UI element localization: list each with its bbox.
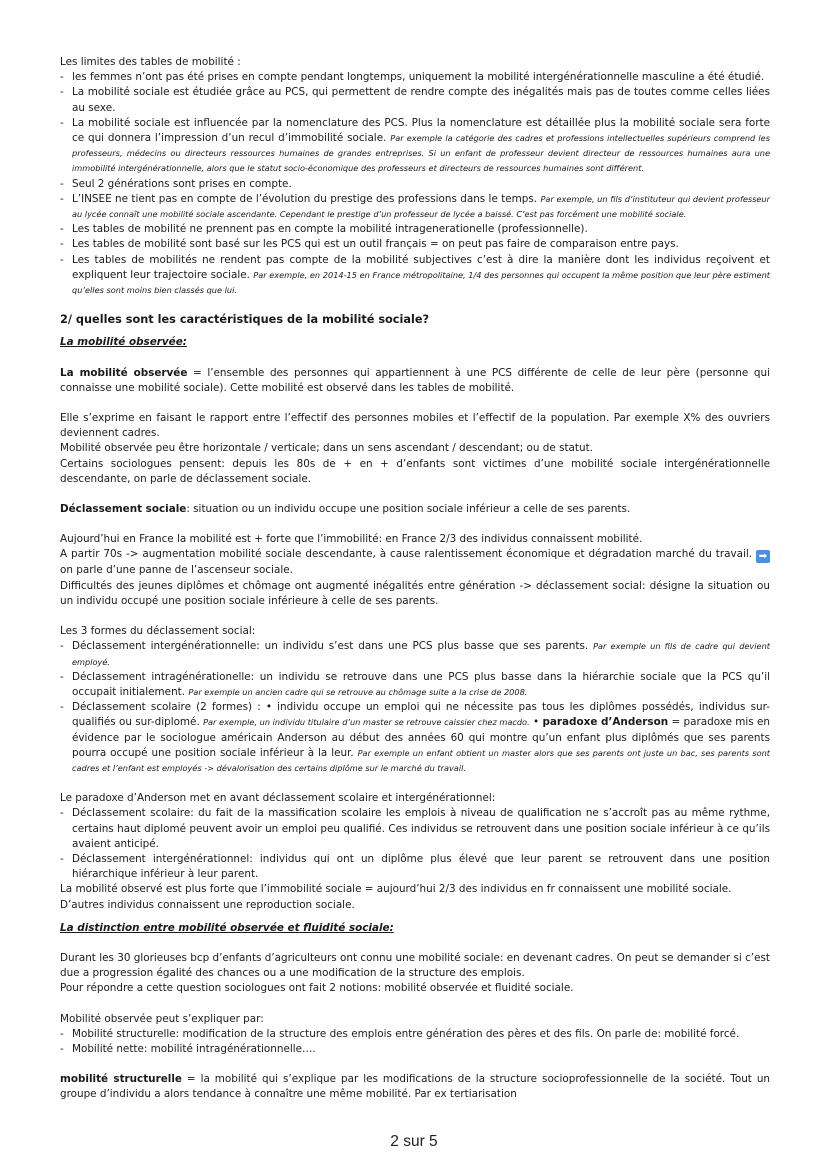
explanation-title: Mobilité observée peut s’expliquer par:: [60, 1012, 264, 1025]
paragraph: Pour répondre a cette question sociologues ont fait 2 notions: mobilité observée et fluidité sociale.: [60, 982, 574, 995]
subsection-heading: La mobilité observée:: [60, 336, 187, 349]
definition-paragraph: Déclassement sociale: situation ou un individu occupe une position sociale inférieur a celle de ses parents.: [60, 503, 631, 516]
paragraph: Durant les 30 glorieuses bcp d’enfants d’agriculteurs ont connu une mobilité sociale: en devenant cadres. On peut se demander si c’est due a progression égalité des chances ou a une modification de la structure des emplois.: [60, 951, 770, 980]
list-item: - les femmes n’ont pas été prises en compte pendant longtemps, uniquement la mobilité intergénérationnelle masculine a été étudié.: [60, 70, 770, 85]
list-item: - Seul 2 générations sont prises en compte.: [60, 177, 770, 192]
example-note: Par exemple, un individu titulaire d’un master se retrouve caissier chez macdo.: [203, 717, 530, 728]
definition-paragraph: La mobilité observée = l’ensemble des personnes qui appartiennent à une PCS différente de celle de leur père (personne qui connaisse une mobilité sociale). Cette mobilité est observé dans les tables de mobilité.: [60, 366, 770, 394]
limits-title: Les limites des tables de mobilité :: [60, 56, 241, 68]
list-item: - Les tables de mobilité sont basé sur les PCS qui est un outil français = on peut pas faire de comparaison entre pays.: [60, 237, 770, 252]
list-item: - Les tables de mobilités ne rendent pas compte de la mobilité subjectives c’est à dire la manière dont les individus reçoivent et expliquent leur trajectoire sociale. Par exemple, en 2014-15 en France métropolitaine, 1/4 des personnes qui occupent la même position que leur père estiment qu’elles sont moins bien classés que lui.: [60, 253, 770, 299]
example-note: Par exemple un fils de cadre qui devient employé.: [72, 641, 770, 667]
subsection-heading: La distinction entre mobilité observée et fluidité sociale:: [60, 921, 394, 934]
list-item: - Déclassement intergénérationnel: individus qui ont un diplôme plus élevé que leur parent se retrouvent dans une position hiérarchique inférieur à leur parent.: [60, 852, 770, 882]
example-note: Par exemple, en 2014-15 en France métropolitaine, 1/4 des personnes qui occupent la même position que leur père estiment qu’elles sont moins bien classés que lui.: [72, 269, 770, 296]
paragraph: La mobilité observé est plus forte que l’immobilité sociale = aujourd’hui 2/3 des individus en fr connaissent une mobilité sociale.: [60, 883, 732, 896]
forms-title: Les 3 formes du déclassement social:: [60, 625, 256, 638]
definition-paragraph: mobilité structurelle = la mobilité qui s’explique par les modifications de la structure socioprofessionnelle de la société. Tout un groupe d’individu a alors tendance à connaître une même mobilité. Par ex tertiarisation: [60, 1073, 770, 1101]
list-item: - L’INSEE ne tient pas en compte de l’évolution du prestige des professions dans le temps. Par exemple, un fils d’instituteur qui devient professeur au lycée connaît une mobilité sociale ascendante. Cependant le prestige d’un professeur de lycée a baissé. C’est pas forcément une mobilité sociale.: [60, 192, 770, 222]
paragraph: Difficultés des jeunes diplômes et chômage ont augmenté inégalités entre génération -> déclassement social: désigne la situation ou un individu occupé une position sociale inférieure à celle de ses parents.: [60, 579, 770, 607]
example-note: Par exemple un ancien cadre qui se retrouve au chômage suite a la crise de 2008.: [188, 686, 528, 697]
forms-list: [60, 639, 770, 776]
list-item: - Les tables de mobilité ne prennent pas en compte la mobilité intragenerationelle (professionnelle).: [60, 222, 770, 237]
list-item: - Mobilité structurelle: modification de la structure des emplois entre génération des pères et des fils. On parle de: mobilité forcé.: [60, 1027, 770, 1042]
key-term: paradoxe d’Anderson: [542, 716, 669, 729]
paragraph: D’autres individus connaissent une reproduction sociale.: [60, 898, 355, 911]
definition-term: mobilité structurelle: [60, 1073, 182, 1086]
explanation-list: [60, 1027, 770, 1057]
list-item: - Déclassement scolaire: du fait de la massification scolaire les emplois à niveau de qualification ne s’accroît pas au même rythme, certains haut diplomé peuvent avoir un emploi peu qualifié. Ces individus se retrouvent dans une position sociale inférieur à ce qu’ils avaient anticipé.: [60, 806, 770, 852]
list-item: - Déclassement intragénérationelle: un individu se retrouve dans une PCS plus basse dans la hiérarchie sociale que la PCS qu’il occupait initialement. Par exemple un ancien cadre qui se retrouve au chômage suite a la crise de 2008.: [60, 670, 770, 700]
example-note: Par exemple, un fils d’instituteur qui devient professeur au lycée connaît une mobilité sociale ascendante. Cependant le prestige d’un professeur de lycée a baissé. C’est pas forcément une mobilité sociale.: [72, 193, 770, 220]
list-item: - Mobilité nette: mobilité intragénérationnelle….: [60, 1042, 770, 1057]
list-item: - La mobilité sociale est étudiée grâce au PCS, qui permettent de rendre compte des inégalités mais pas de toutes comme celles liées au sexe.: [60, 85, 770, 115]
list-item: - Déclassement intergénérationnelle: un individu s’est dans une PCS plus basse que ses parents. Par exemple un fils de cadre qui devient employé.: [60, 639, 770, 669]
example-note: Par exemple la catégorie des cadres et professions intellectuelles supérieurs comprend les professeurs, médecins ou directeurs ressources humaines de grandes entreprises. Si un enfant de professeur devient directeur de ressources humaines aura une immobilité intergénérationnelle, alors que le statut socio-économique des professeurs et directeurs de ressources humaines sont différent.: [72, 133, 770, 174]
example-note: Par exemple un enfant obtient un master alors que ses parents ont juste un bac, ses parents sont cadres et l’enfant est employés -> dévalorisation des certains diplôme sur le marché du travail.: [72, 747, 770, 773]
anderson-list: [60, 806, 770, 882]
document-page: [60, 55, 770, 1103]
section-heading: 2/ quelles sont les caractéristiques de la mobilité sociale?: [60, 313, 430, 327]
paragraph: Aujourd’hui en France la mobilité est + forte que l’immobilité: en France 2/3 des individus connaissent mobilité.: [60, 533, 643, 546]
page-number: 2 sur 5: [390, 1133, 438, 1150]
paragraph: Certains sociologues pensent: depuis les 80s de + en + d’enfants sont victimes d’une mobilité sociale intergénérationnelle descendante, on parle de déclassement sociale.: [60, 457, 770, 485]
list-item: - Déclassement scolaire (2 formes) : • individu occupe un emploi qui ne nécessite pas tous les diplômes possédés, individus sur-qualifiés ou sur-diplomé. Par exemple, un individu titulaire d’un master se retrouve caissier chez macdo. • paradoxe d’Anderson = paradoxe mis en évidence par le sociologue américain Anderson au début des années 60 qui montre qu’un enfant plus diplômés que ses parents pourra occupé une position sociale inférieur à la leur. Par exemple un enfant obtient un master alors que ses parents ont juste un bac, ses parents sont cadres et l’enfant est employés -> dévalorisation des certains diplôme sur le marché du travail.: [60, 700, 770, 776]
limits-list: [60, 70, 770, 298]
list-item: - La mobilité sociale est influencée par la nomenclature des PCS. Plus la nomenclature est détaillée plus la mobilité sociale sera forte ce qui donnera l’impression d’un recul d’immobilité sociale. Par exemple la catégorie des cadres et professions intellectuelles supérieurs comprend les professeurs, médecins ou directeurs ressources humaines de grandes entreprises. Si un enfant de professeur devient directeur de ressources humaines aura une immobilité intergénérationnelle, alors que le statut socio-économique des professeurs et directeurs de ressources humaines sont différent.: [60, 116, 770, 177]
definition-term: La mobilité observée: [60, 366, 188, 379]
arrow-right-icon: ➡: [756, 550, 770, 563]
paragraph: Mobilité observée peu être horizontale / verticale; dans un sens ascendant / descendant; ou de statut.: [60, 442, 593, 455]
paragraph: Elle s’exprime en faisant le rapport entre l’effectif des personnes mobiles et l’effectif de la population. Par exemple X% des ouvriers deviennent cadres.: [60, 412, 770, 440]
paragraph: A partir 70s -> augmentation mobilité sociale descendante, à cause ralentissement économique et dégradation marché du travail. ➡on parle d’une panne de l’ascenseur sociale.: [60, 547, 770, 578]
definition-term: Déclassement sociale: [60, 503, 187, 516]
anderson-title: Le paradoxe d’Anderson met en avant déclassement scolaire et intergénérationnel:: [60, 792, 496, 805]
